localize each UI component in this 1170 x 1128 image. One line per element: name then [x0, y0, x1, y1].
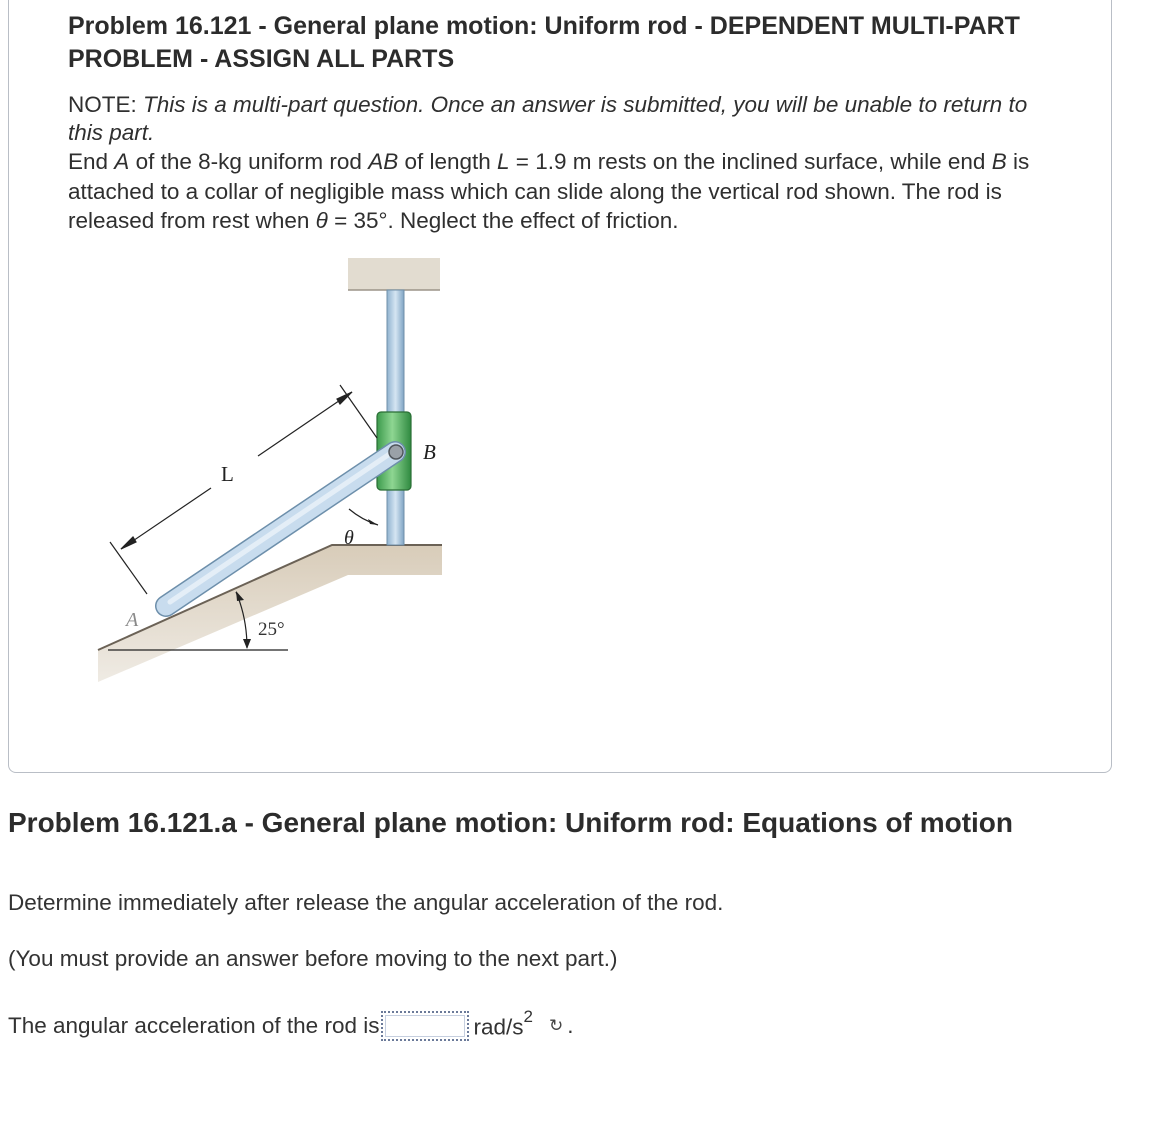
- note-label: NOTE:: [68, 92, 137, 117]
- label-A: A: [126, 609, 139, 631]
- angular-acceleration-input[interactable]: [381, 1011, 469, 1041]
- pin-b: [389, 445, 403, 459]
- part-question: Determine immediately after release the angular acceleration of the rod.: [8, 890, 724, 915]
- ceiling-support: [348, 258, 440, 290]
- rod-figure: [90, 250, 460, 690]
- note-text: This is a multi-part question. Once an answer is submitted, you will be unable to return to this part.: [68, 92, 1028, 145]
- label-angle: 25°: [258, 619, 285, 640]
- note: [68, 91, 1058, 147]
- part-title: Problem 16.121.a - General plane motion: Uniform rod: Equations of motion: [8, 807, 1014, 838]
- answer-period: .: [567, 1013, 574, 1038]
- label-theta: θ: [344, 527, 354, 549]
- answer-prefix: The angular acceleration of the rod is: [8, 1013, 380, 1038]
- inclined-surface: [98, 545, 442, 682]
- problem-title: Problem 16.121 - General plane motion: Uniform rod - DEPENDENT MULTI-PART PROBLEM - ASSIGN ALL PARTS: [68, 12, 1020, 73]
- answer-units: rad/$s^2$: [473, 1007, 533, 1040]
- answer-row: [8, 1006, 574, 1046]
- problem-statement: End A of the 8-kg uniform rod AB of length L = 1.9 m rests on the inclined surface, while end B is attached to a collar of negligible mass which can slide along the vertical rod shown. The rod is released from rest when θ = 35°. Neglect the effect of friction.: [68, 149, 1030, 233]
- part-instruction: (You must provide an answer before moving to the next part.): [8, 946, 618, 971]
- label-B: B: [423, 440, 436, 464]
- label-L: L: [221, 462, 234, 486]
- clockwise-icon: ↻: [548, 1016, 564, 1035]
